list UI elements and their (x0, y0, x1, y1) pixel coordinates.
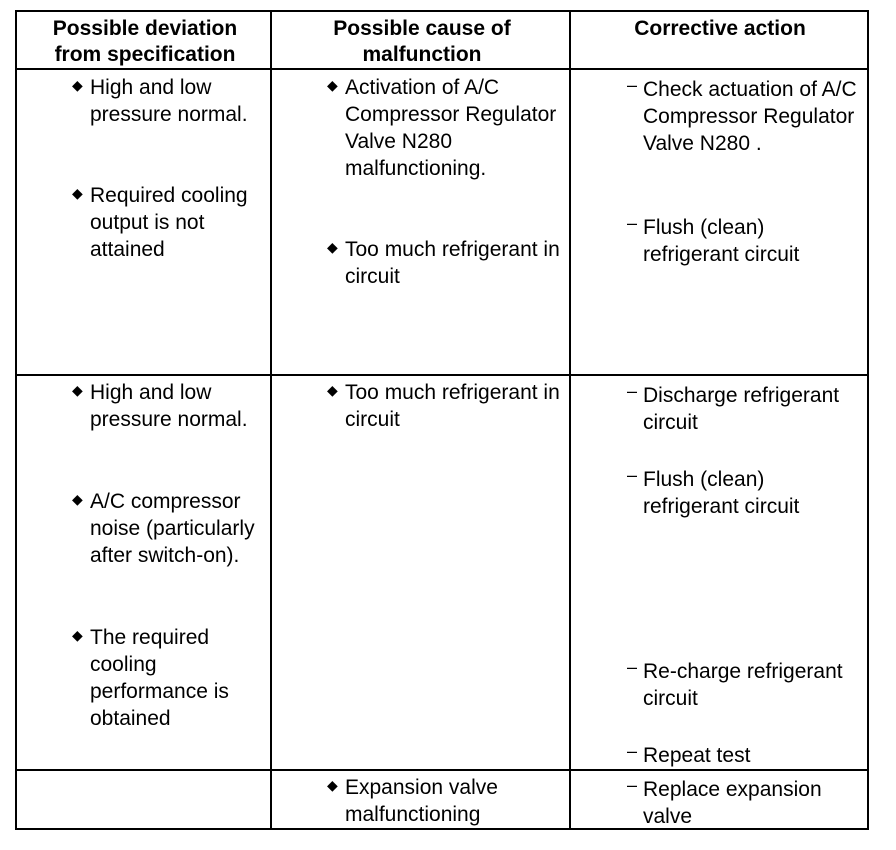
action-item: – Re-charge refrigerant circuit (643, 658, 865, 712)
column-divider (569, 12, 571, 828)
bullet-diamond-icon: ◆ (72, 627, 83, 643)
dash-icon: – (627, 657, 638, 677)
cause-item: ◆ Activation of A/C Compressor Regulator Valve N280 malfunctioning. (345, 74, 563, 182)
dash-icon: – (627, 75, 638, 95)
dash-icon: – (627, 381, 638, 401)
row-divider (17, 769, 867, 771)
deviation-item: ◆ Required cooling output is not attained (90, 182, 266, 263)
header-action: Corrective action (634, 17, 806, 40)
action-item: – Flush (clean) refrigerant circuit (643, 214, 865, 268)
deviation-item: ◆ The required cooling performance is obtained (90, 624, 266, 732)
action-item: – Repeat test (643, 742, 865, 769)
bullet-diamond-icon: ◆ (327, 777, 338, 793)
bullet-diamond-icon: ◆ (72, 491, 83, 507)
dash-icon: – (627, 465, 638, 485)
diagnosis-table (15, 10, 869, 830)
bullet-diamond-icon: ◆ (72, 382, 83, 398)
deviation-item: ◆ High and low pressure normal. (90, 379, 266, 433)
row-divider (17, 374, 867, 376)
deviation-item: ◆ High and low pressure normal. (90, 74, 266, 128)
bullet-diamond-icon: ◆ (327, 382, 338, 398)
cause-item: ◆ Expansion valve malfunctioning (345, 774, 563, 828)
deviation-item: ◆ A/C compressor noise (particularly after switch-on). (90, 488, 266, 569)
dash-icon: – (627, 741, 638, 761)
cause-item: ◆ Too much refrigerant in circuit (345, 379, 563, 433)
bullet-diamond-icon: ◆ (72, 77, 83, 93)
action-item: – Check actuation of A/C Compressor Regulator Valve N280 . (643, 76, 865, 157)
bullet-diamond-icon: ◆ (72, 185, 83, 201)
header-divider (17, 68, 867, 70)
action-item: – Discharge refrigerant circuit (643, 382, 871, 436)
column-divider (270, 12, 272, 828)
cause-item: ◆ Too much refrigerant in circuit (345, 236, 563, 290)
bullet-diamond-icon: ◆ (327, 77, 338, 93)
dash-icon: – (627, 775, 638, 795)
header-deviation: Possible deviation from specification (52, 17, 238, 66)
header-cause: Possible cause of malfunction (333, 17, 511, 66)
action-item: – Flush (clean) refrigerant circuit (643, 466, 865, 520)
dash-icon: – (627, 213, 638, 233)
action-item: – Replace expansion valve (643, 776, 865, 830)
bullet-diamond-icon: ◆ (327, 239, 338, 255)
